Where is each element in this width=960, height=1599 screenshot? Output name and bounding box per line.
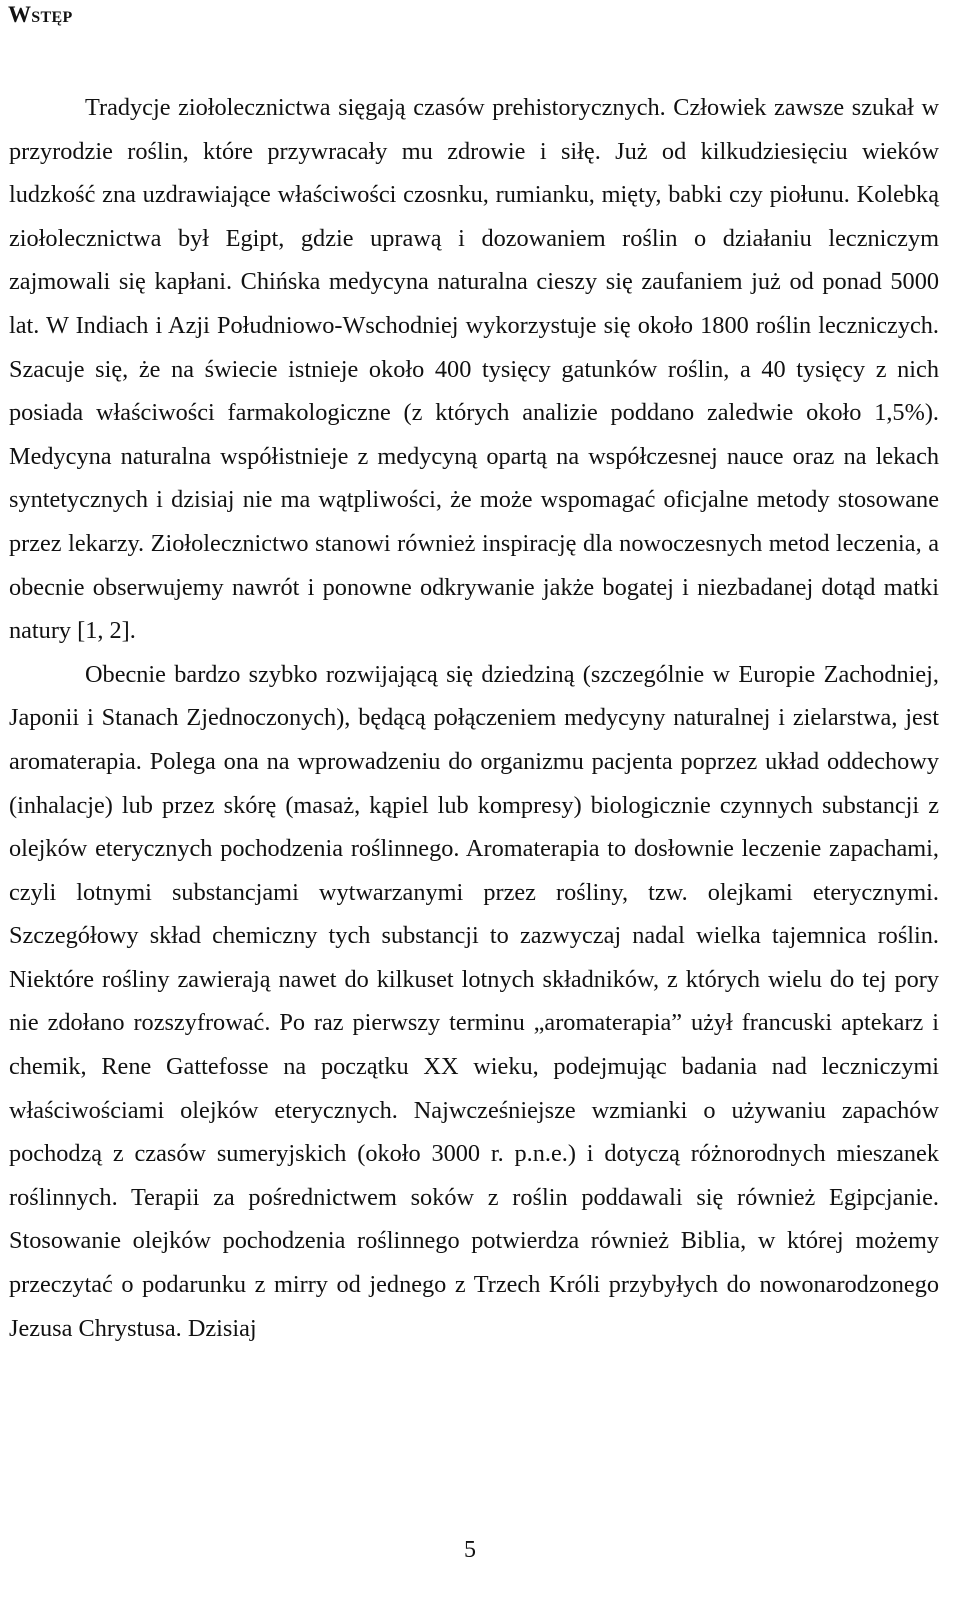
section-heading: Wstęp bbox=[8, 2, 73, 27]
paragraph-history: Tradycje ziołolecznictwa sięgają czasów prehistorycznych. Człowiek zawsze szukał w przyrodzie roślin, które przywracały mu zdrowie i siłę. Już od kilkudziesięciu wieków ludzkość zna uzdrawiające właściwości czosnku, rumianku, mięty, babki czy piołunu. Kolebką ziołolecznictwa był Egipt, gdzie uprawą i dozowaniem roślin o działaniu leczniczym zajmowali się kapłani. Chińska medycyna naturalna cieszy się zaufaniem już od ponad 5000 lat. W Indiach i Azji Południowo-Wschodniej wykorzystuje się około 1800 roślin leczniczych. Szacuje się, że na świecie istnieje około 400 tysięcy gatunków roślin, a 40 tysięcy z nich posiada właściwości farmakologiczne (z których analizie poddano zaledwie około 1,5%). Medycyna naturalna współistnieje z medycyną opartą na współczesnej nauce oraz na lekach syntetycznych i dzisiaj nie ma wątpliwości, że może wspomagać oficjalne metody stosowane przez lekarzy. Ziołolecznictwo stanowi również inspirację dla nowoczesnych metod leczenia, a obecnie obserwujemy nawrót i ponowne odkrywanie jakże bogatej i niezbadanej dotąd matki natury [1, 2]. bbox=[9, 94, 939, 645]
document-body bbox=[9, 86, 939, 1350]
page-number: 5 bbox=[464, 1537, 476, 1563]
paragraph-aromatherapy: Obecnie bardzo szybko rozwijającą się dziedziną (szczególnie w Europie Zachodniej, Japonii i Stanach Zjednoczonych), będącą połączeniem medycyny naturalnej i zielarstwa, jest aromaterapia. Polega ona na wprowadzeniu do organizmu pacjenta poprzez układ oddechowy (inhalacje) lub przez skórę (masaż, kąpiel lub kompresy) biologicznie czynnych substancji z olejków eterycznych pochodzenia roślinnego. Aromaterapia to dosłownie leczenie zapachami, czyli lotnymi substancjami wytwarzanymi przez rośliny, tzw. olejkami eterycznymi. Szczegółowy skład chemiczny tych substancji to zazwyczaj nadal wielka tajemnica roślin. Niektóre rośliny zawierają nawet do kilkuset lotnych składników, z których wielu do tej pory nie zdołano rozszyfrować. Po raz pierwszy terminu „aromaterapia” użył francuski aptekarz i chemik, Rene Gattefosse na początku XX wieku, podejmując badania nad leczniczymi właściwościami olejków eterycznych. Najwcześniejsze wzmianki o używaniu zapachów pochodzą z czasów sumeryjskich (około 3000 r. p.n.e.) i dotyczą różnorodnych mieszanek roślinnych. Terapii za pośrednictwem soków z roślin poddawali się również Egipcjanie. Stosowanie olejków pochodzenia roślinnego potwierdza również Biblia, w której możemy przeczytać o podarunku z mirry od jednego z Trzech Króli przybyłych do nowonarodzonego Jezusa Chrystusa. Dzisiaj bbox=[9, 660, 939, 1342]
